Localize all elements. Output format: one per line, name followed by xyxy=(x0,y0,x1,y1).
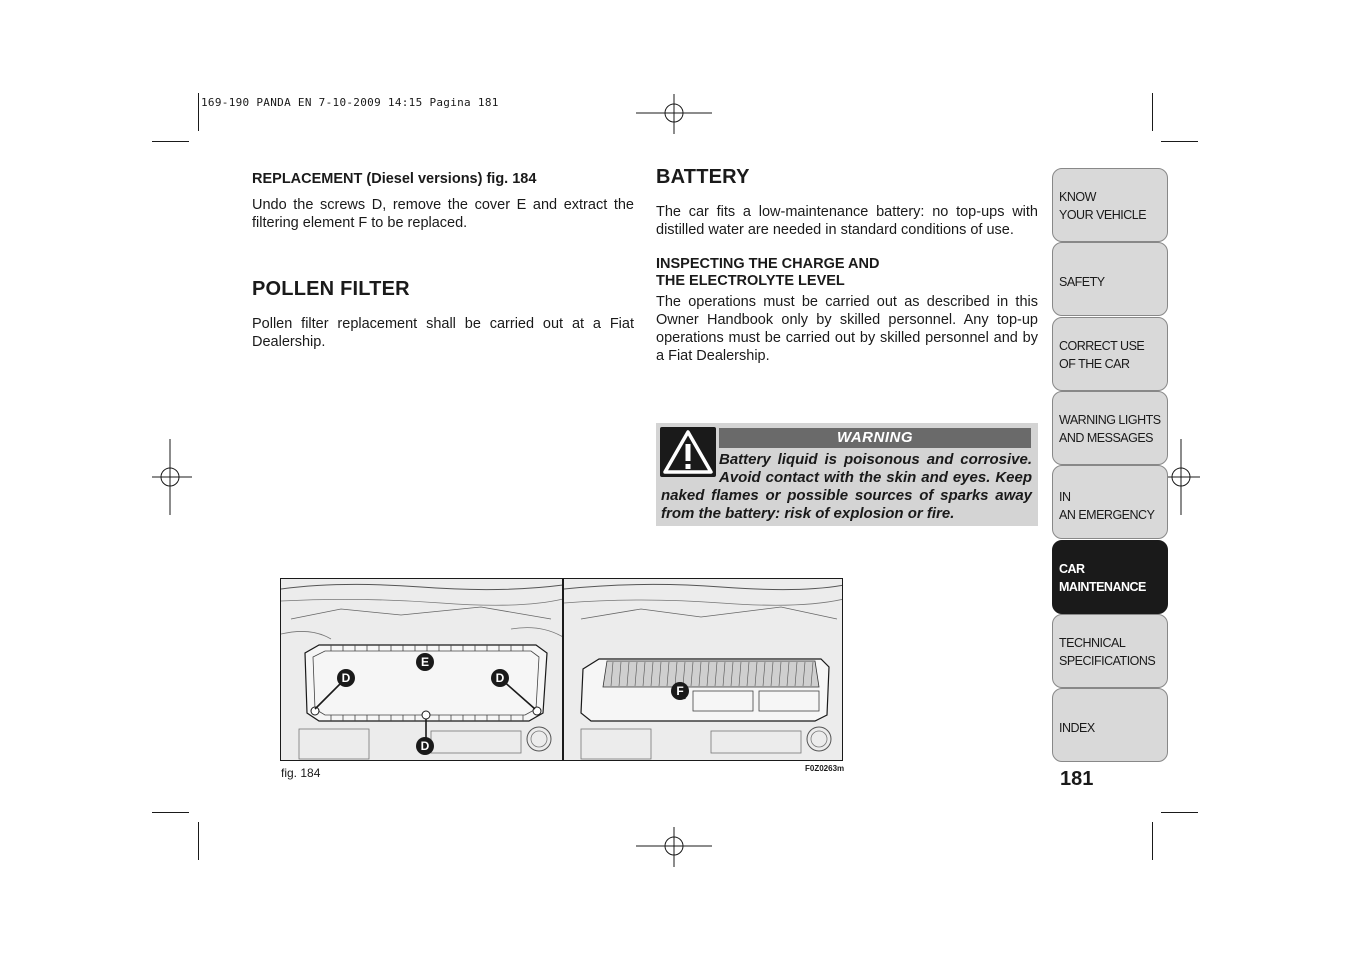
crop-mark xyxy=(198,822,199,860)
replacement-text: Undo the screws D, remove the cover E and extract the filtering element F to be replaced. xyxy=(252,197,634,231)
pollen-filter-text: Pollen filter replacement shall be carried out at a Fiat Dealership. xyxy=(252,316,634,350)
tab-in-an-emergency[interactable]: IN AN EMERGENCY xyxy=(1052,465,1168,539)
crop-mark xyxy=(1161,812,1198,813)
crop-mark xyxy=(198,93,199,131)
callout-f: F xyxy=(671,682,689,700)
figure-code: F0Z0263m xyxy=(805,764,845,773)
callout-d-right: D xyxy=(491,669,509,687)
engine-bay-illustration xyxy=(281,579,843,761)
crop-mark xyxy=(152,141,189,142)
tab-car-maintenance[interactable]: CAR MAINTENANCE xyxy=(1052,540,1168,614)
pollen-filter-heading: POLLEN FILTER xyxy=(252,278,410,300)
middle-column xyxy=(656,168,1038,365)
crop-mark xyxy=(152,812,189,813)
crop-mark xyxy=(1152,93,1153,131)
replacement-heading: REPLACEMENT (Diesel versions) fig. 184 xyxy=(252,171,537,187)
warning-title: WARNING xyxy=(719,428,1031,448)
inspect-heading-line1: INSPECTING THE CHARGE AND xyxy=(656,256,880,272)
crop-mark xyxy=(1152,822,1153,860)
tab-index[interactable]: INDEX xyxy=(1052,688,1168,762)
battery-text: The car fits a low-maintenance battery: no top-ups with distilled water are needed in standard conditions of use. xyxy=(656,204,1038,238)
inspect-heading-line2: THE ELECTROLYTE LEVEL xyxy=(656,273,845,289)
warning-text-block xyxy=(661,451,1032,523)
tab-know-your-vehicle[interactable]: KNOW YOUR VEHICLE xyxy=(1052,168,1168,242)
tab-warning-lights[interactable]: WARNING LIGHTS AND MESSAGES xyxy=(1052,391,1168,465)
crop-mark xyxy=(1161,141,1198,142)
tab-technical-specifications[interactable]: TECHNICAL SPECIFICATIONS xyxy=(1052,614,1168,688)
warning-box xyxy=(656,423,1038,526)
figure-caption: fig. 184 xyxy=(281,766,321,780)
tab-correct-use[interactable]: CORRECT USE OF THE CAR xyxy=(1052,317,1168,391)
callout-d-bottom: D xyxy=(416,737,434,755)
battery-heading: BATTERY xyxy=(656,166,750,188)
page-number: 181 xyxy=(1060,768,1094,790)
callout-d-left: D xyxy=(337,669,355,687)
print-slug: 169-190 PANDA EN 7-10-2009 14:15 Pagina 181 xyxy=(201,96,499,109)
tab-safety[interactable]: SAFETY xyxy=(1052,242,1168,316)
inspect-heading xyxy=(656,256,1038,290)
warning-text: Battery liquid is poisonous and corrosive. Avoid contact with the skin and eyes. Keep naked flames or possible sources of sparks away from the battery: risk of explosion or fire. xyxy=(661,451,1032,522)
left-column xyxy=(252,168,634,351)
registration-mark-icon xyxy=(152,439,192,515)
registration-mark-icon xyxy=(636,827,712,867)
figure-184 xyxy=(280,578,843,761)
callout-e: E xyxy=(416,653,434,671)
registration-mark-icon xyxy=(636,94,712,134)
inspect-text: The operations must be carried out as described in this Owner Handbook only by skilled personnel. Any top-up operations must be carried out by skilled personnel and by a Fiat Dealership. xyxy=(656,294,1038,364)
